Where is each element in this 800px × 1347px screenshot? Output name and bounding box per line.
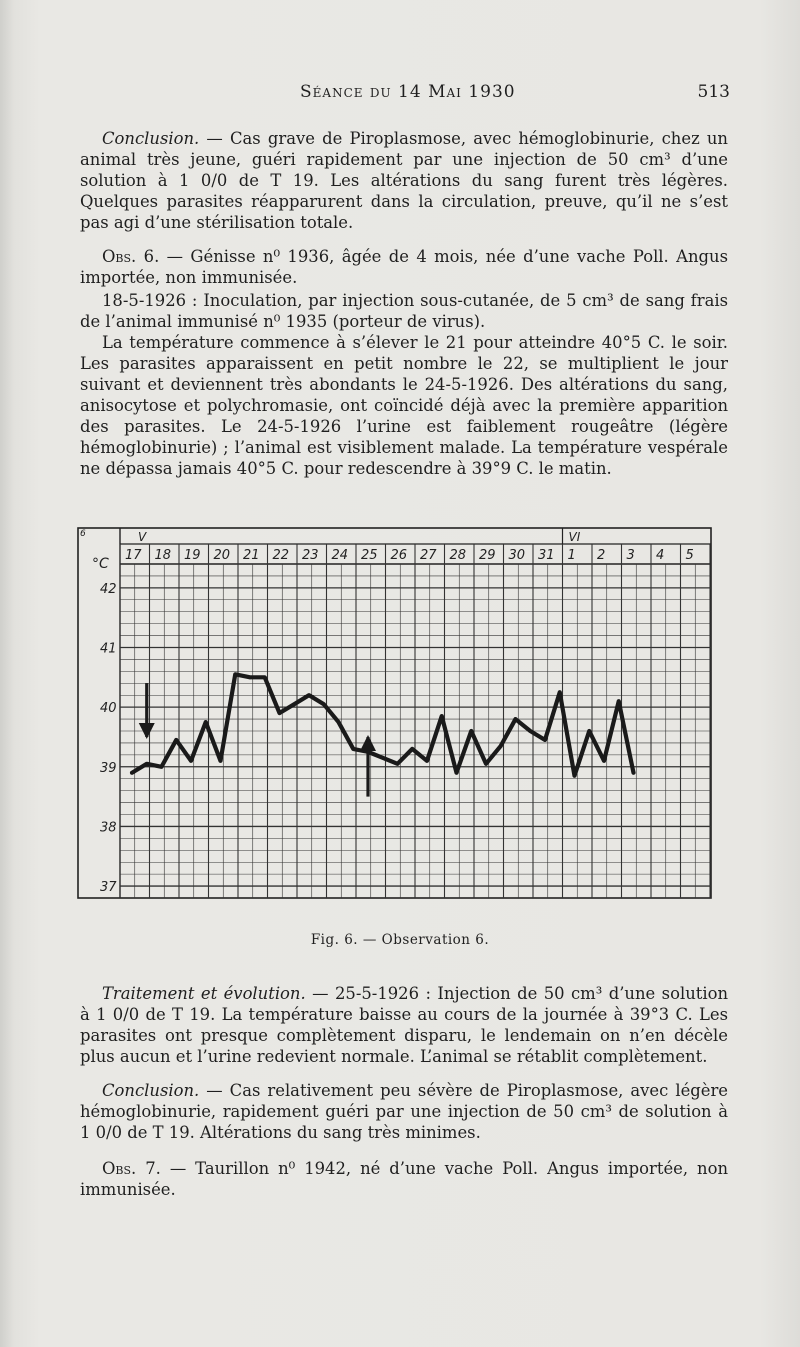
y-tick-label: 42 [100,581,117,597]
paragraph-temperature [80,332,728,479]
day-label: 27 [420,548,437,563]
temperature-point [484,762,488,766]
page-header [80,80,730,110]
temperature-point [160,765,164,769]
day-label: 20 [213,548,231,563]
paragraph-lead: Traitement et évolution. [102,984,306,1003]
day-label: 3 [626,548,635,563]
paragraph-text: — Cas relativement peu sévère de Piroplasmose, avec légère hémoglobinurie, rapidement guéri par une injection de 50 cm³ de solution à 1 0/0 de T 19. Altérations du sang très minimes. [80,1081,728,1142]
temperature-point [499,744,503,748]
temperature-point [322,702,326,706]
day-label: 18 [154,548,172,563]
day-label: 17 [125,548,142,563]
temperature-point [204,720,208,724]
temperature-point [351,747,355,751]
paragraph-text: — Génisse n⁰ 1936, âgée de 4 mois, née d’une vache Poll. Angus importée, non immunisée. [80,247,728,287]
temperature-point [528,729,532,733]
day-label: 29 [479,548,496,563]
temperature-point [130,771,134,775]
temperature-point [469,729,473,733]
day-label: 2 [597,548,606,563]
day-label: 31 [538,548,555,563]
figure-caption: Fig. 6. — Observation 6. [310,932,490,948]
paragraph-lead: Conclusion. [102,129,200,148]
temperature-point [219,759,223,763]
day-label: 24 [331,548,349,563]
temperature-chart-svg [70,524,730,914]
temperature-point [573,774,577,778]
temperature-point [263,676,267,680]
temperature-point [514,717,518,721]
temperature-point [337,720,341,724]
temperature-point [381,756,385,760]
paragraph-obs-6 [80,246,728,288]
temperature-point [233,673,237,677]
paragraph-text: — Taurillon n⁰ 1942, né d’une vache Poll. Angus importée, non immunisée. [80,1159,728,1199]
paragraph-lead: Obs. 6. [102,247,160,266]
temperature-point [440,714,444,718]
temperature-point [455,771,459,775]
temperature-point [425,759,429,763]
running-head: Séance du 14 Mai 1930 [300,82,516,102]
month-label-june: VI [568,530,581,544]
corner-mark: 6 [80,529,86,539]
temperature-point [248,676,252,680]
temperature-point [292,702,296,706]
temperature-point [396,762,400,766]
y-tick-label: 40 [100,701,117,717]
temperature-point [174,738,178,742]
temperature-point [410,747,414,751]
day-label: 4 [656,548,665,563]
temperature-point [189,759,193,763]
paragraph-obs-7 [80,1158,728,1200]
temperature-point [278,711,282,715]
paragraph-inoculation [80,290,728,332]
day-label: 1 [567,548,576,563]
day-label: 5 [685,548,694,563]
paragraph-treatment [80,983,728,1067]
paragraph-lead: Conclusion. [102,1081,200,1100]
month-label-may: V [138,530,147,544]
paragraph-text: La température commence à s’élever le 21 pour atteindre 40°5 C. le soir. Les parasites apparaissent en petit nombre le 22, se multiplient le jour suivant et deviennent très abondants le 24-5-1926. Des altérations du sang, anisocytose et polychromasie, ont coïncidé déjà avec la première apparition des parasites. Le 24-5-1926 l’urine est faiblement rougeâtre (légère hémoglobinurie) ; l’animal est visiblement malade. La température vespérale ne dépassa jamais 40°5 C. pour redescendre à 39°9 C. le matin. [80,333,728,478]
temperature-point [543,738,547,742]
y-unit-label: °C [92,556,109,572]
day-label: 21 [243,548,260,563]
temperature-chart [70,524,730,914]
paragraph-text: — Cas grave de Piroplasmose, avec hémoglobinurie, chez un animal très jeune, guéri rapidement par une injection de 50 cm³ d’une solution à 1 0/0 de T 19. Les altérations du sang furent très légères. Quelques parasites réapparurent dans la circulation, preuve, qu’il ne s’est pas agi d’une stérilisation totale. [80,129,728,232]
day-label: 25 [361,548,378,563]
temperature-point [145,762,149,766]
paragraph-text: 18-5-1926 : Inoculation, par injection sous-cutanée, de 5 cm³ de sang frais de l’animal immunisé n⁰ 1935 (porteur de virus). [80,291,728,331]
temperature-point [587,729,591,733]
paragraph-text: — 25-5-1926 : Injection de 50 cm³ d’une solution à 1 0/0 de T 19. La température baisse au cours de la journée à 39°3 C. Les parasites ont presque complètement disparu, le lendemain on n’en décèle plus aucun et l’urine redevient normale. L’animal se rétablit complètement. [80,984,729,1066]
temperature-point [617,699,621,703]
paragraph-conclusion-2 [80,1080,728,1143]
day-label: 22 [272,548,290,563]
y-tick-label: 41 [100,641,117,657]
page-number: 513 [697,82,730,102]
y-tick-label: 38 [100,820,117,836]
temperature-point [558,690,562,694]
temperature-point [307,693,311,697]
temperature-line [132,674,634,775]
y-tick-label: 37 [100,880,117,896]
y-tick-label: 39 [100,760,117,776]
day-label: 30 [508,548,526,563]
day-label: 23 [302,548,319,563]
temperature-point [602,759,606,763]
day-label: 26 [390,548,408,563]
paragraph-lead: Obs. 7. [102,1159,161,1178]
day-label: 19 [184,548,201,563]
day-label: 28 [449,548,467,563]
temperature-point [632,771,636,775]
paragraph-conclusion-1 [80,128,728,233]
